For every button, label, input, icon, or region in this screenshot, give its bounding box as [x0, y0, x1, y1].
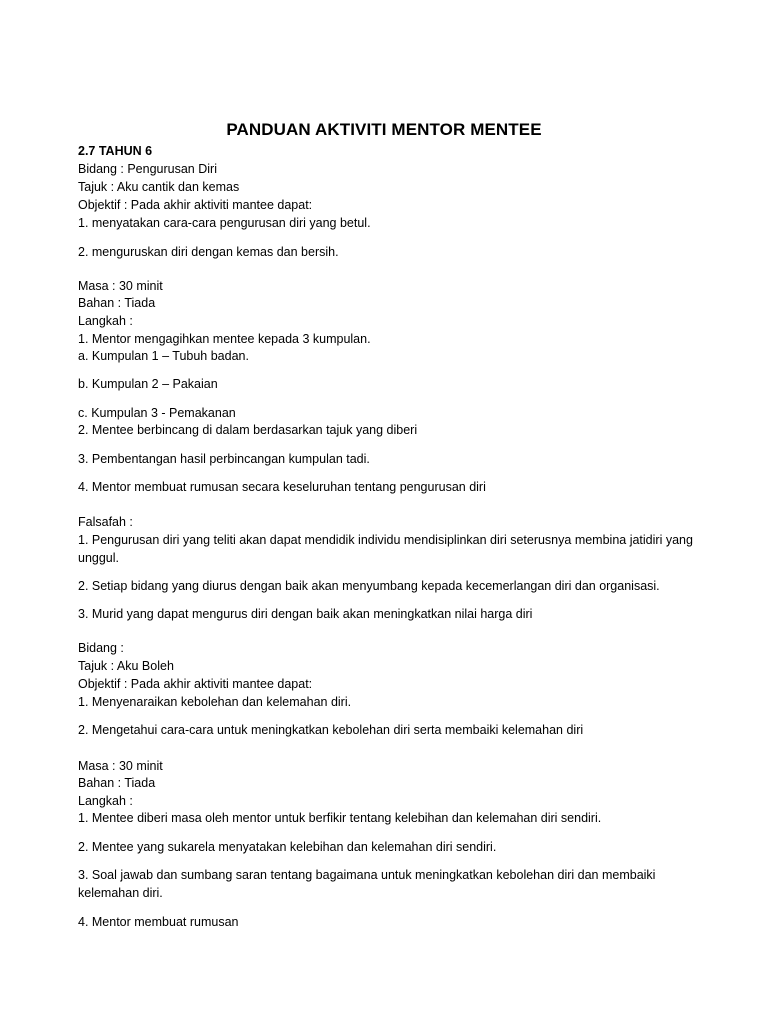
- bahan-line: Bahan : Tiada: [78, 776, 156, 790]
- bidang-line: Bidang : Pengurusan Diri: [78, 162, 217, 176]
- falsafah-line: Falsafah :: [78, 515, 133, 529]
- falsafah-item: 1. Pengurusan diri yang teliti akan dapat mendidik individu mendisiplinkan diri seterusnya membina jatidiri yang unggul.: [78, 533, 693, 565]
- objective-item: 1. menyatakan cara-cara pengurusan diri yang betul.: [78, 216, 371, 230]
- step-item: 4. Mentor membuat rumusan secara keseluruhan tentang pengurusan diri: [78, 480, 486, 494]
- section-heading: 2.7 TAHUN 6: [78, 144, 153, 158]
- step-item: a. Kumpulan 1 – Tubuh badan.: [78, 349, 249, 363]
- masa-line: Masa : 30 minit: [78, 279, 163, 293]
- objective-item: 2. menguruskan diri dengan kemas dan bersih.: [78, 245, 339, 259]
- objektif-line: Objektif : Pada akhir aktiviti mantee dapat:: [78, 198, 313, 212]
- step-item: b. Kumpulan 2 – Pakaian: [78, 377, 218, 391]
- step-item: 1. Mentee diberi masa oleh mentor untuk berfikir tentang kelebihan dan kelemahan diri sendiri.: [78, 811, 602, 825]
- step-item: 2. Mentee yang sukarela menyatakan kelebihan dan kelemahan diri sendiri.: [78, 840, 497, 854]
- step-item: 4. Mentor membuat rumusan: [78, 915, 239, 929]
- step-item: 2. Mentee berbincang di dalam berdasarkan tajuk yang diberi: [78, 423, 418, 437]
- bahan-line: Bahan : Tiada: [78, 296, 156, 310]
- page-title: PANDUAN AKTIVITI MENTOR MENTEE: [226, 120, 542, 139]
- falsafah-item: 2. Setiap bidang yang diurus dengan baik akan menyumbang kepada kecemerlangan diri dan organisasi.: [78, 579, 660, 593]
- objektif-line: Objektif : Pada akhir aktiviti mantee dapat:: [78, 677, 313, 691]
- objective-item: 1. Menyenaraikan kebolehan dan kelemahan diri.: [78, 695, 352, 709]
- step-item: 3. Soal jawab dan sumbang saran tentang bagaimana untuk meningkatkan kebolehan diri dan membaiki kelemahan diri.: [78, 868, 656, 900]
- objective-item: 2. Mengetahui cara-cara untuk meningkatkan kebolehan diri serta membaiki kelemahan diri: [78, 723, 584, 737]
- langkah-line: Langkah :: [78, 794, 133, 808]
- step-item: c. Kumpulan 3 - Pemakanan: [78, 406, 236, 420]
- bidang-line: Bidang :: [78, 641, 124, 655]
- tajuk-line: Tajuk : Aku cantik dan kemas: [78, 180, 240, 194]
- step-item: 1. Mentor mengagihkan mentee kepada 3 kumpulan.: [78, 332, 371, 346]
- falsafah-item: 3. Murid yang dapat mengurus diri dengan baik akan meningkatkan nilai harga diri: [78, 607, 533, 621]
- masa-line: Masa : 30 minit: [78, 759, 163, 773]
- langkah-line: Langkah :: [78, 314, 133, 328]
- tajuk-line: Tajuk : Aku Boleh: [78, 659, 174, 673]
- step-item: 3. Pembentangan hasil perbincangan kumpulan tadi.: [78, 452, 370, 466]
